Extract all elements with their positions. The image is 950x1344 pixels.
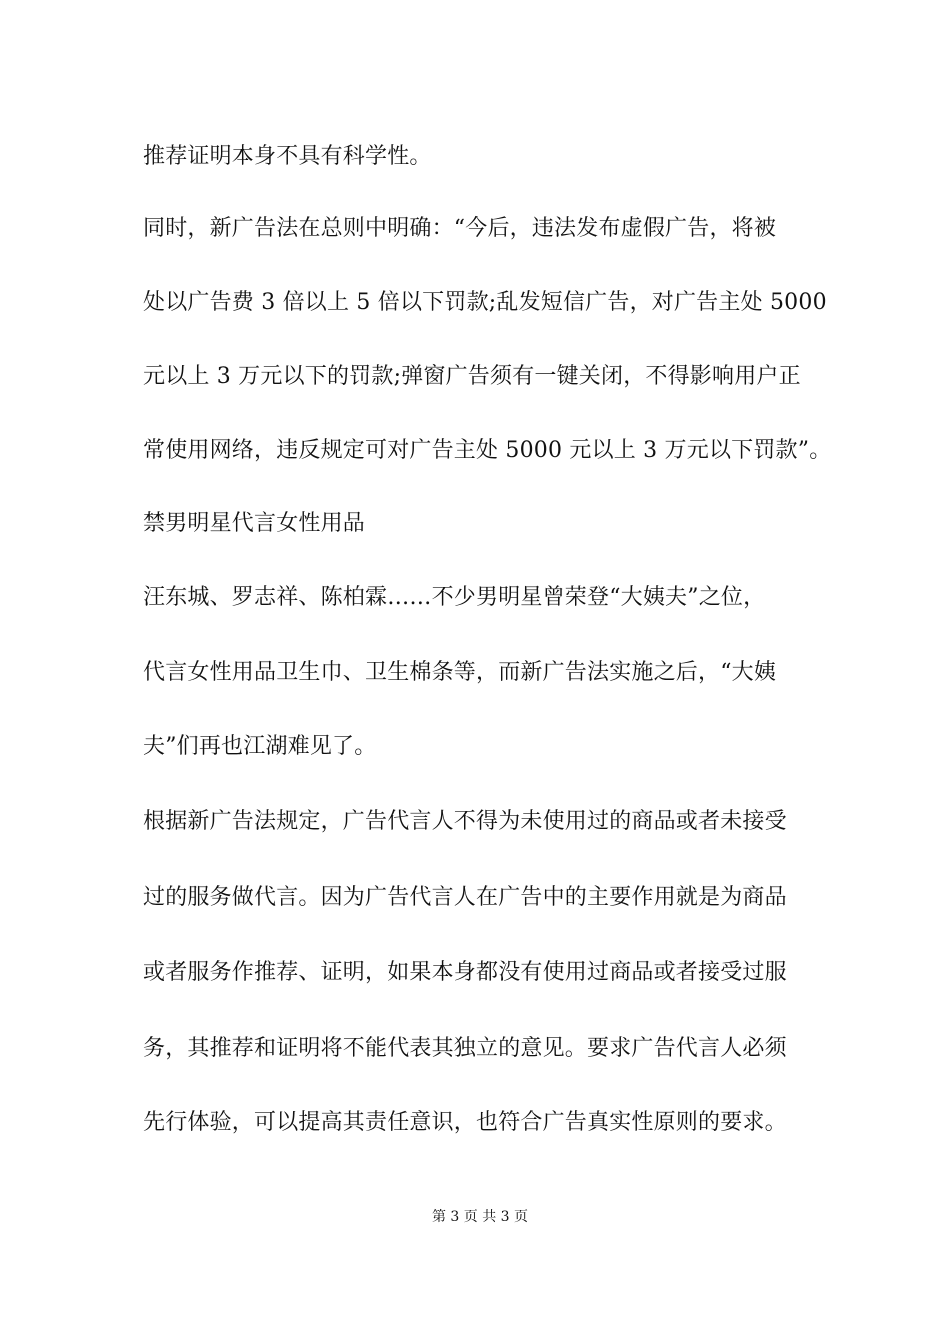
paragraph-line: 推荐证明本身不具有科学性。 [143, 144, 432, 169]
paragraph-line: 元以上 3 万元以下的罚款;弹窗广告须有一键关闭，不得影响用户正 [143, 364, 801, 389]
paragraph-line: 或者服务作推荐、证明，如果本身都没有使用过商品或者接受过服 [143, 960, 787, 985]
paragraph-line: 夫”们再也江湖难见了。 [143, 734, 377, 759]
paragraph-line: 汪东城、罗志祥、陈柏霖……不少男明星曾荣登“大姨夫”之位， [143, 585, 766, 610]
paragraph-line: 过的服务做代言。因为广告代言人在广告中的主要作用就是为商品 [143, 885, 787, 910]
paragraph-line: 常使用网络，违反规定可对广告主处 5000 元以上 3 万元以下罚款”。 [143, 438, 832, 463]
paragraph-line: 务，其推荐和证明将不能代表其独立的意见。要求广告代言人必须 [143, 1036, 787, 1061]
paragraph-line: 同时，新广告法在总则中明确：“今后，违法发布虚假广告，将被 [143, 216, 777, 241]
page-number-footer: 第 3 页 共 3 页 [431, 1209, 529, 1225]
paragraph-line: 处以广告费 3 倍以上 5 倍以下罚款;乱发短信广告，对广告主处 5000 [143, 290, 827, 315]
section-heading: 禁男明星代言女性用品 [143, 511, 366, 536]
paragraph-line: 代言女性用品卫生巾、卫生棉条等，而新广告法实施之后，“大姨 [143, 660, 777, 685]
paragraph-line: 先行体验，可以提高其责任意识，也符合广告真实性原则的要求。 [143, 1110, 787, 1135]
paragraph-line: 根据新广告法规定，广告代言人不得为未使用过的商品或者未接受 [143, 809, 787, 834]
